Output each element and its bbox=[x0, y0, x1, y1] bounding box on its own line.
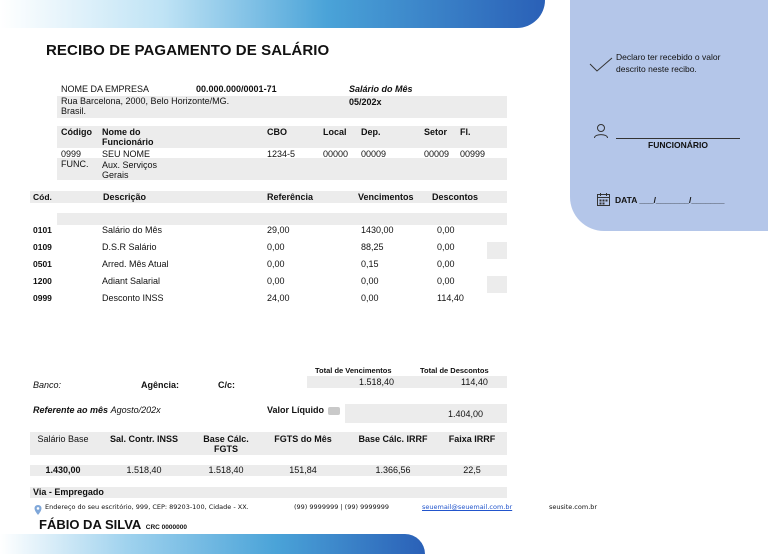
emp-header-cbo: CBO bbox=[267, 127, 287, 137]
bases-value-fgts-mes: 151,84 bbox=[289, 465, 317, 475]
emp-cbo: 1234-5 bbox=[267, 149, 296, 159]
employee-signature-label: FUNCIONÁRIO bbox=[648, 140, 708, 150]
bottom-decorative-bar bbox=[0, 534, 425, 554]
agency-label: Agência: bbox=[141, 380, 180, 390]
account-label: C/c: bbox=[218, 380, 236, 390]
item-ref: 0,00 bbox=[267, 276, 285, 286]
check-icon bbox=[589, 56, 613, 74]
footer-phones: (99) 9999999 | (99) 9999999 bbox=[294, 503, 390, 511]
declaration-text: Declaro ter recebido o valor descrito neste recibo. bbox=[616, 52, 721, 74]
calendar-icon bbox=[597, 193, 610, 206]
item-desc: Arred. Mês Atual bbox=[102, 259, 169, 269]
company-cnpj: 00.000.000/0001-71 bbox=[196, 84, 277, 94]
emp-setor: 00009 bbox=[424, 149, 450, 159]
item-cod: 0501 bbox=[33, 259, 52, 269]
period-label: Salário do Mês bbox=[349, 84, 413, 94]
items-side-band-2 bbox=[487, 276, 507, 293]
user-icon bbox=[593, 123, 609, 139]
accountant-crc: CRC 0000000 bbox=[145, 524, 187, 531]
net-value: 1.404,00 bbox=[448, 409, 484, 419]
bases-value-faixa: 22,5 bbox=[463, 465, 481, 475]
reference-month bbox=[33, 405, 161, 415]
net-label: Valor Líquido bbox=[267, 405, 325, 415]
reference-value: Agosto/202x bbox=[110, 405, 161, 415]
item-cod: 0999 bbox=[33, 293, 52, 303]
item-venc: 0,00 bbox=[361, 293, 379, 303]
item-cod: 1200 bbox=[33, 276, 52, 286]
bases-value-fgts: 1.518,40 bbox=[208, 465, 244, 475]
location-pin-icon bbox=[34, 502, 42, 512]
emp-fl: 00999 bbox=[460, 149, 486, 159]
item-ref: 29,00 bbox=[267, 225, 290, 235]
emp-code: 0999 FUNC. bbox=[61, 149, 89, 169]
emp-header-fl: Fl. bbox=[460, 127, 471, 137]
page-title: RECIBO DE PAGAMENTO DE SALÁRIO bbox=[46, 42, 330, 59]
total-desc-label: Total de Descontos bbox=[420, 366, 489, 375]
bases-header-faixa: Faixa IRRF bbox=[448, 434, 496, 444]
footer-email-link[interactable]: seuemail@seuemail.com.br bbox=[422, 503, 513, 511]
items-side-band-1 bbox=[487, 242, 507, 259]
item-cod: 0101 bbox=[33, 225, 52, 235]
accountant-signature bbox=[39, 516, 187, 534]
item-ref: 24,00 bbox=[267, 293, 290, 303]
item-cod: 0109 bbox=[33, 242, 52, 252]
items-header-venc: Vencimentos bbox=[358, 192, 414, 202]
company-name: NOME DA EMPRESA bbox=[61, 84, 150, 94]
total-venc-value: 1.518,40 bbox=[359, 377, 395, 387]
emp-header-setor: Setor bbox=[424, 127, 448, 137]
item-desconto: 0,00 bbox=[437, 242, 455, 252]
bases-header-fgts-mes: FGTS do Mês bbox=[274, 434, 332, 444]
bases-header-fgts: Base Cálc. FGTS bbox=[203, 434, 249, 454]
bases-value-irrf: 1.366,56 bbox=[375, 465, 411, 475]
footer-site: seusite.com.br bbox=[549, 503, 598, 511]
item-desconto: 114,40 bbox=[437, 293, 464, 303]
item-desc: Salário do Mês bbox=[102, 225, 163, 235]
footer-address: Endereço do seu escritório, 999, CEP: 89203-100, Cidade - XX. bbox=[45, 503, 249, 511]
date-field: DATA ___/_______/_______ bbox=[615, 195, 725, 205]
bases-header-inss: Sal. Contr. INSS bbox=[109, 434, 178, 444]
items-header-descontos: Descontos bbox=[432, 192, 479, 202]
item-desconto: 0,00 bbox=[437, 225, 455, 235]
money-icon bbox=[328, 407, 340, 415]
bases-header-salario: Salário Base bbox=[37, 434, 89, 444]
period-value: 05/202x bbox=[349, 97, 382, 107]
item-venc: 0,15 bbox=[361, 259, 379, 269]
emp-header-name: Nome do Funcionário bbox=[102, 127, 154, 147]
item-desc: Adiant Salarial bbox=[102, 276, 161, 286]
items-header-cod: Cód. bbox=[33, 192, 52, 202]
total-venc-label: Total de Vencimentos bbox=[315, 366, 392, 375]
emp-local: 00000 bbox=[323, 149, 349, 159]
top-decorative-bar bbox=[0, 0, 545, 28]
items-spacer-band bbox=[57, 213, 507, 225]
bases-value-salario: 1.430,00 bbox=[45, 465, 81, 475]
item-venc: 88,25 bbox=[361, 242, 384, 252]
signature-line bbox=[616, 138, 740, 139]
bank-label: Banco: bbox=[33, 380, 62, 390]
item-desc: D.S.R Salário bbox=[102, 242, 157, 252]
item-venc: 0,00 bbox=[361, 276, 379, 286]
bases-value-inss: 1.518,40 bbox=[126, 465, 162, 475]
emp-role: Aux. Serviços Gerais bbox=[102, 160, 158, 180]
emp-header-dep: Dep. bbox=[361, 127, 381, 137]
emp-name: SEU NOME bbox=[102, 149, 151, 159]
emp-header-code: Código bbox=[61, 127, 92, 137]
emp-dep: 00009 bbox=[361, 149, 387, 159]
total-desc-value: 114,40 bbox=[461, 377, 488, 387]
item-desc: Desconto INSS bbox=[102, 293, 164, 303]
item-venc: 1430,00 bbox=[361, 225, 394, 235]
emp-header-local: Local bbox=[323, 127, 347, 137]
via-label: Via - Empregado bbox=[33, 487, 104, 497]
accountant-name: FÁBIO DA SILVA bbox=[39, 517, 142, 532]
item-desconto: 0,00 bbox=[437, 276, 455, 286]
item-ref: 0,00 bbox=[267, 242, 285, 252]
bases-header-irrf: Base Cálc. IRRF bbox=[358, 434, 428, 444]
items-header-ref: Referência bbox=[267, 192, 314, 202]
item-desconto: 0,00 bbox=[437, 259, 455, 269]
company-address: Rua Barcelona, 2000, Belo Horizonte/MG. Brasil. bbox=[61, 96, 230, 116]
items-header-desc: Descrição bbox=[103, 192, 147, 202]
reference-label: Referente ao mês bbox=[33, 405, 109, 415]
item-ref: 0,00 bbox=[267, 259, 285, 269]
